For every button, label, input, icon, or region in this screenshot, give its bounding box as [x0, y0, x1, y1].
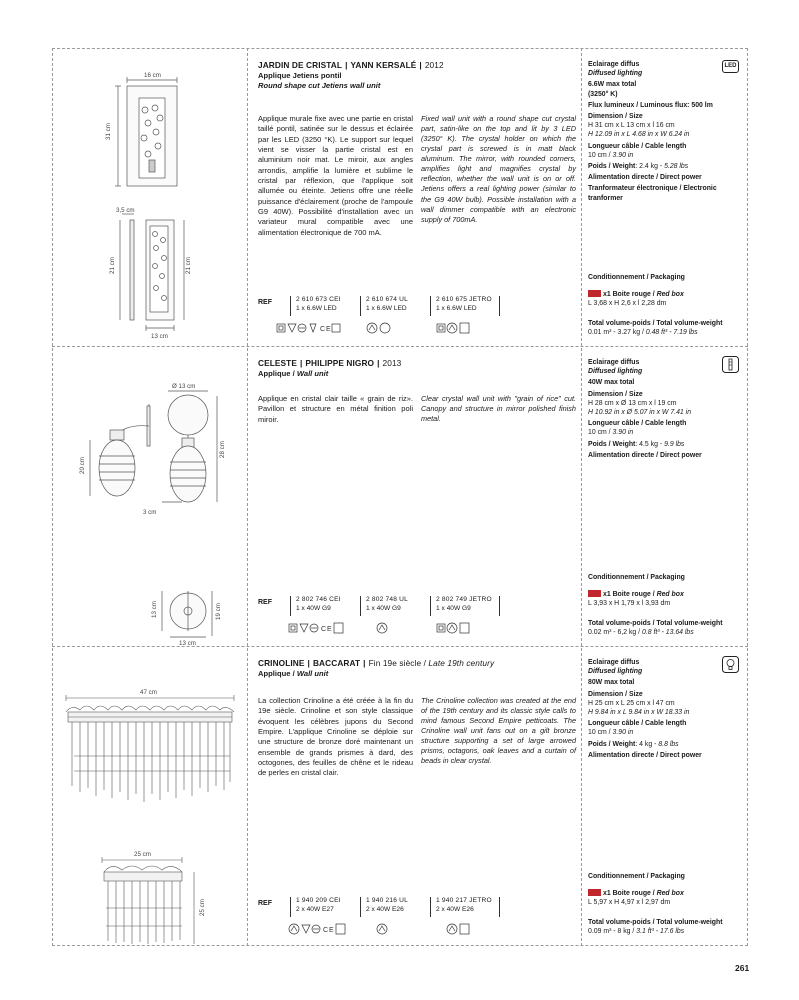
description-fr: Applique murale fixe avec une partie en cristal taillé pontil, satinée sur le dessus et éclairée par les LED (3250 °K). Le support sur lequel vient se visser la partie cristal est en aluminium noir mat. Le miroir, aux angles arrondis, amplifie la lumière et sublime le cristal par réflexion, que l'applique soit allumée ou éteinte. Jetiens offre une réelle puissance d'éclairement (proche de l'ampoule G9 40W). Possibilité d'installation avec un variateur mural compatible avec une alimentation électronique de 700 mA. [258, 114, 413, 237]
product-subtitle [258, 669, 576, 679]
dim-height: 28 cm [219, 441, 226, 458]
box-dims: L 3,68 x H 2,6 x l 2,28 dm [588, 300, 667, 308]
references [258, 897, 578, 943]
weight-kg: : 2.4 kg - [635, 162, 665, 170]
designer-name: YANN KERSALÉ [350, 60, 417, 70]
product-name: CELESTE [258, 358, 297, 368]
lighting-en: Diffused lighting [588, 70, 643, 78]
certification-icons-ul [376, 923, 390, 935]
ref-spec: 2 x 40W E26 [366, 905, 404, 913]
packaging-header: Conditionnement / Packaging [588, 274, 685, 281]
subtitle-en: Wall unit [296, 669, 329, 679]
description-fr: Applique en cristal clair taille « grain de riz». Pavillon et structure en métal finition poli miroir. [258, 394, 413, 424]
product-crinoline [52, 646, 748, 945]
product-year: 2013 [382, 358, 402, 368]
certification-icons [276, 322, 360, 334]
ref-code: 1 940 216 UL [366, 897, 408, 904]
dim-height: 25 cm [199, 899, 206, 916]
product-text-column [258, 346, 578, 646]
dimension-in: H 10.92 in x Ø 5.07 in x W 7.41 in [588, 408, 692, 416]
cable-cm: 10 cm / [588, 429, 613, 437]
ref-label: REF [258, 599, 272, 606]
ref-ul [366, 897, 408, 914]
lighting-en: Diffused lighting [588, 368, 643, 376]
ref-jetro [436, 296, 492, 313]
lighting-en: Diffused lighting [588, 668, 643, 676]
ref-cei [296, 296, 341, 313]
ref-spec: 1 x 6.6W LED [366, 304, 407, 312]
volume-label: Total volume-poids / Total volume-weight [588, 918, 723, 926]
cable-in: 3.90 in [612, 729, 634, 737]
certification-icons [288, 923, 348, 935]
svg-text:CE: CE [320, 326, 332, 333]
ref-spec: 1 x 40W G9 [436, 604, 471, 612]
weight-lb: 8.8 lbs [658, 740, 679, 748]
power-type: Alimentation directe / Direct power [588, 751, 702, 759]
ref-jetro [436, 596, 492, 613]
dim-top-height-2: 19 cm [215, 603, 222, 620]
weight-lb: 9.9 lbs [664, 440, 685, 448]
jardin-drawing-svg [52, 48, 246, 346]
product-title-line: CELESTE | PHILIPPE NIGRO | 2013 [258, 358, 402, 368]
dim-width: 16 cm [144, 72, 161, 79]
ref-label: REF [258, 299, 272, 306]
red-box-icon [588, 889, 601, 896]
weight-label: Poids / Weight [588, 440, 636, 448]
description-en: Fixed wall unit with a round shape cut crystal part, satin-like on the top and lit by 3 LED (3250° K). The crystal holder on which the crystal part is screwed is in matt black aluminum. The mirror, with rounded corners, amplifies light and magnifies crystal by reflection, whether the wall unit is on or off. Jetiens offers a real lighting power (similar to the G9 40W bulb). Possible installation with a wall dimmer compatible with an electronic supply of 700mA. [421, 114, 576, 224]
dim-width-side: 25 cm [134, 851, 151, 858]
ref-ul [366, 296, 408, 313]
ref-code: 2 802 748 UL [366, 596, 408, 603]
volume-value-en: 3.1 ft³ - 17.6 lbs [636, 927, 685, 935]
description-en: Clear crystal wall unit with "grain of rice" cut. Canopy and structure in mirror polished finish metal. [421, 394, 576, 424]
technical-drawing-jardin [52, 48, 246, 346]
volume-value-en: 0.8 ft³ - 13.64 lbs [642, 628, 694, 636]
volume-label: Total volume-poids / Total volume-weight [588, 319, 723, 327]
certification-icons-jetro [446, 923, 476, 935]
power-kelvin: (3250° K) [588, 90, 618, 98]
ref-code: 1 940 217 JETRO [436, 897, 492, 904]
lighting-fr: Eclairage diffus [588, 61, 640, 68]
spec-block [588, 60, 746, 203]
ref-cei [296, 596, 341, 613]
packaging-header: Conditionnement / Packaging [588, 873, 685, 880]
cable-in: 3.90 in [612, 151, 634, 159]
subtitle-fr: Applique Jetiens pontil [258, 71, 342, 81]
packaging-box [588, 590, 746, 608]
weight-kg: : 4.5 kg - [635, 440, 665, 448]
certification-icons-jetro [436, 322, 476, 334]
ref-spec: 2 x 40W E27 [296, 905, 334, 913]
dim-width: 47 cm [140, 689, 157, 696]
box-fr: x1 Boite rouge / [603, 591, 657, 599]
ref-code: 2 802 746 CEI [296, 596, 341, 603]
certification-icons-ul [376, 622, 390, 634]
divider-bottom [52, 945, 748, 946]
dimension-label: Dimension / Size [588, 690, 643, 698]
crinoline-drawing-svg [52, 646, 246, 945]
packaging-volume [588, 319, 746, 337]
ref-jetro [436, 897, 492, 914]
product-period-fr: Fin 19e siècle / [368, 658, 429, 668]
dimension-cm: H 31 cm x L 13 cm x l 16 cm [588, 122, 675, 130]
ref-code: 2 610 673 CEI [296, 296, 341, 303]
references [258, 596, 578, 642]
dim-height-side: 20 cm [79, 457, 86, 474]
packaging-block [588, 273, 746, 337]
certification-icons [288, 622, 358, 634]
box-dims: L 5,97 x H 4,97 x l 2,97 dm [588, 899, 671, 907]
transformer: Tranformateur électronique / Electronic tranformer [588, 185, 717, 202]
power-type: Alimentation directe / Direct power [588, 451, 702, 459]
weight-lb: 5.28 lbs [664, 162, 689, 170]
dim-height-side: 21 cm [109, 257, 116, 274]
product-jardin-de-cristal [52, 48, 748, 346]
product-heading [258, 658, 576, 679]
ref-spec: 1 x 6.6W LED [296, 304, 337, 312]
volume-value: 0.02 m³ - 6,2 kg / [588, 628, 642, 636]
product-name: CRINOLINE [258, 658, 305, 668]
product-title-line: JARDIN DE CRISTAL | YANN KERSALÉ | 2012 [258, 60, 444, 70]
power-type: Alimentation directe / Direct power [588, 174, 702, 182]
dimension-cm: H 28 cm x Ø 13 cm x l 19 cm [588, 399, 677, 407]
technical-drawing-crinoline [52, 646, 246, 945]
product-subtitle [258, 369, 576, 379]
certification-icons-jetro [436, 622, 476, 634]
subtitle-fr: Applique / [258, 669, 297, 679]
dimension-label: Dimension / Size [588, 390, 643, 398]
product-title-line: CRINOLINE | BACCARAT | Fin 19e siècle / Late 19th century [258, 658, 495, 668]
dimension-in: H 12.09 in x L 4.68 in x W 6.24 in [588, 131, 690, 139]
dim-width: 13 cm [179, 640, 196, 646]
ref-spec: 2 x 40W E26 [436, 905, 474, 913]
box-dims: L 3,93 x H 1,79 x l 3,93 dm [588, 600, 671, 608]
ref-spec: 1 x 40W G9 [296, 604, 331, 612]
product-text-column [258, 48, 578, 346]
dim-height: 31 cm [105, 123, 112, 140]
product-celeste [52, 346, 748, 646]
technical-drawing-celeste [52, 346, 246, 646]
dimension-cm: H 25 cm x L 25 cm x l 47 cm [588, 699, 675, 707]
lighting-fr: Eclairage diffus [588, 359, 640, 366]
weight-kg: : 4 kg - [635, 740, 659, 748]
product-period-en: Late 19th century [428, 658, 495, 668]
led-badge: LED [722, 60, 739, 73]
celeste-drawing-svg [52, 346, 246, 646]
volume-value: 0.01 m³ - 3.27 kg / [588, 328, 646, 336]
ref-spec: 1 x 40W G9 [366, 604, 401, 612]
red-box-icon [588, 590, 601, 597]
subtitle-en: Wall unit [296, 369, 329, 379]
product-year: 2012 [424, 60, 444, 70]
product-heading [258, 60, 576, 91]
catalog-frame [52, 48, 748, 946]
dim-height-side-2: 21 cm [185, 257, 192, 274]
subtitle-en: Round shape cut Jetiens wall unit [258, 81, 381, 91]
red-box-icon [588, 290, 601, 297]
ref-code: 2 610 674 UL [366, 296, 408, 303]
ref-code: 1 940 209 CEI [296, 897, 341, 904]
product-name: JARDIN DE CRISTAL [258, 60, 343, 70]
ref-code: 2 802 749 JETRO [436, 596, 492, 603]
volume-label: Total volume-poids / Total volume-weight [588, 619, 723, 627]
power: 6.6W max total [588, 81, 637, 89]
dimension-in: H 9.84 in x L 9.84 in x W 18.33 in [588, 708, 690, 716]
box-en: Red box [656, 890, 684, 898]
spec-block [588, 358, 746, 460]
flux-label: Flux lumineux / Luminous flux [588, 101, 688, 109]
power: 80W max total [588, 679, 635, 687]
box-en: Red box [656, 291, 684, 299]
dimension-label: Dimension / Size [588, 112, 643, 120]
power: 40W max total [588, 379, 635, 387]
svg-text:CE: CE [323, 927, 335, 934]
packaging-volume [588, 918, 746, 936]
dim-diameter: Ø 13 cm [172, 383, 196, 390]
certification-icons-ul [366, 322, 396, 334]
packaging-volume [588, 619, 746, 637]
designer-name: BACCARAT [312, 658, 361, 668]
subtitle-fr: Applique / [258, 369, 297, 379]
ref-code: 2 610 675 JETRO [436, 296, 492, 303]
dim-top-height: 13 cm [151, 601, 158, 618]
cable-cm: 10 cm / [588, 729, 613, 737]
ref-cei [296, 897, 341, 914]
box-fr: x1 Boite rouge / [603, 291, 657, 299]
dim-depth: 3 cm [143, 509, 157, 516]
description-fr: La collection Crinoline a été créée à la fin du 19e siècle. Crinoline et son style classique évoquent les célèbres jupons du Second Empire. L'applique Crinoline se déploie sur une structure de bronze doré maintenant un ensemble de grands prismes à dard, des octogones, des feuilles de chêne et le rideau de perles en cristal clair. [258, 696, 413, 778]
cable-label: Longueur câble / Cable length [588, 720, 687, 728]
references [258, 296, 578, 342]
ref-spec: 1 x 6.6W LED [436, 304, 477, 312]
packaging-block [588, 573, 746, 637]
cable-label: Longueur câble / Cable length [588, 142, 687, 150]
product-text-column [258, 646, 578, 945]
packaging-block [588, 872, 746, 936]
box-en: Red box [656, 591, 684, 599]
spec-block [588, 658, 746, 760]
volume-value-en: 0.48 ft³ - 7.19 lbs [645, 328, 698, 336]
packaging-box [588, 290, 746, 308]
packaging-header: Conditionnement / Packaging [588, 574, 685, 581]
svg-text:CE: CE [321, 626, 333, 633]
product-heading [258, 358, 576, 379]
page-number: 261 [735, 963, 750, 973]
ref-ul [366, 596, 408, 613]
weight-label: Poids / Weight [588, 162, 636, 170]
volume-value: 0.09 m³ - 8 kg / [588, 927, 637, 935]
cable-label: Longueur câble / Cable length [588, 420, 687, 428]
dim-width-bottom: 13 cm [151, 333, 168, 340]
dim-depth: 3,5 cm [116, 207, 135, 214]
lighting-fr: Eclairage diffus [588, 659, 640, 666]
description-en: The Crinoline collection was created at the end of the 19th century and its classic style calls to mind famous Second Empire petticoats. The Crinoline wall unit fans out on a gilt bronze structure supporting a set of large arrowed prisms, octagons, oak leaves and a curtain of beads in clear crystal. [421, 696, 576, 766]
cable-in: 3.90 in [612, 429, 634, 437]
packaging-box [588, 889, 746, 907]
designer-name: PHILIPPE NIGRO [305, 358, 375, 368]
flux-value: : 500 lm [687, 101, 713, 109]
box-fr: x1 Boite rouge / [603, 890, 657, 898]
cable-cm: 10 cm / [588, 151, 613, 159]
weight-label: Poids / Weight [588, 740, 636, 748]
ref-label: REF [258, 900, 272, 907]
